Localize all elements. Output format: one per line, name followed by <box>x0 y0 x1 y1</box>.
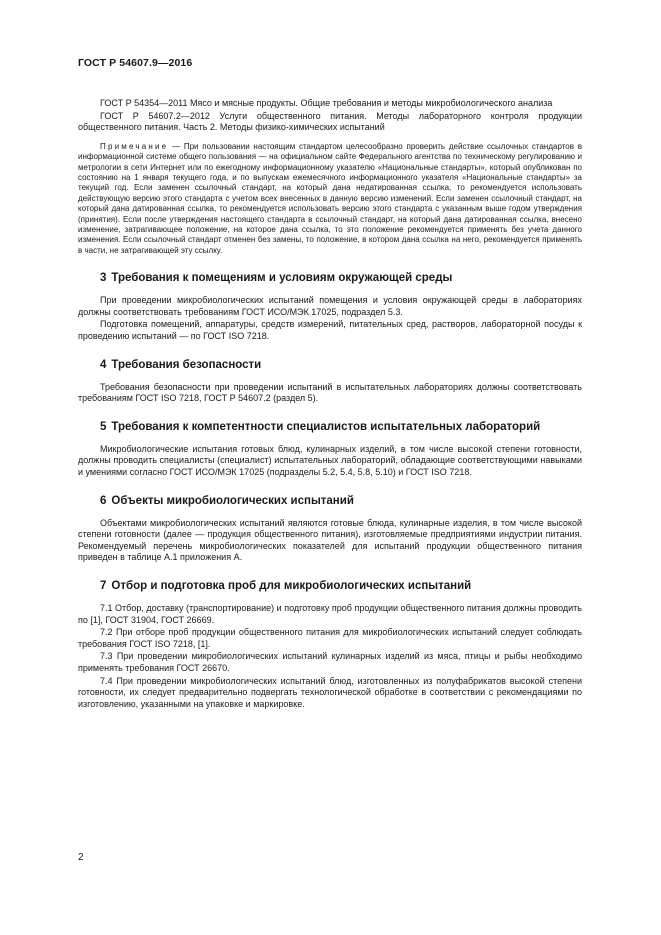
paragraph: Подготовка помещений, аппаратуры, средств измерений, питательных сред, растворов, лабораторной посуды к проведению испытаний — по ГОСТ ISO 7218. <box>78 319 582 342</box>
section-title: Объекты микробиологических испытаний <box>111 494 354 507</box>
document-body <box>78 98 582 710</box>
section-heading <box>78 494 582 508</box>
document-header: ГОСТ Р 54607.9—2016 <box>78 57 193 69</box>
paragraph: 7.4 При проведении микробиологических испытаний блюд, изготовленных из полуфабрикатов высокой степени готовности, их следует предварительно подвергать технологической обработке в соответствии с рекомендациями по изготовлению, указанными на упаковке и маркировке. <box>78 675 582 709</box>
note-label: Примечание <box>100 141 169 151</box>
section-title: Требования к компетентности специалистов испытательных лабораторий <box>111 420 541 433</box>
section-title: Отбор и подготовка проб для микробиологических испытаний <box>111 579 472 592</box>
section-5 <box>78 420 582 479</box>
paragraph: Требования безопасности при проведении испытаний в испытательных лабораториях должны соответствовать требованиям ГОСТ ISO 7218, ГОСТ Р 54607.2 (раздел 5). <box>78 381 582 404</box>
paragraph: 7.2 При отборе проб продукции общественного питания для микробиологических испытаний следует соблюдать требования ГОСТ ISO 7218, [1]. <box>78 627 582 649</box>
section-title: Требования безопасности <box>111 358 262 371</box>
reference-item: ГОСТ Р 54607.2—2012 Услуги общественного питания. Методы лабораторного контроля продукции общественного питания. Часть 2. Методы физико-химических испытаний <box>78 110 582 133</box>
section-heading <box>78 358 582 372</box>
section-4 <box>78 358 582 405</box>
note-text: — При пользовании настоящим стандартом целесообразно проверить действие ссылочных стандартов в информационной системе общего пользования — на официальном сайте Федерального агентства по техническому регулированию и метрологии в сети Интернет или по ежегодному информационному указателю «Национальные стандарты», который опубликован по состоянию на 1 января текущего года, и по выпускам ежемесячного информационного указателя «Национальные стандарты» за текущий год. Если заменен ссылочный стандарт, на который дана недатированная ссылка, то рекомендуется использовать действующую версию этого стандарта с учетом всех внесенных в данную версию изменений. Если заменен ссылочный стандарт, на который дана датированная ссылка, то рекомендуется использовать версию этого стандарта с указанным выше годом утверждения (принятия). Если после утверждения настоящего стандарта в ссылочный стандарт, на который дана датированная ссылка, внесено изменение, затрагивающее положение, на которое дана ссылка, то это положение рекомендуется применять без учета данного изменения. Если ссылочный стандарт отменен без замены, то положение, в котором дана ссылка на него, рекомендуется применять в части, не затрагивающей эту ссылку. <box>78 141 582 255</box>
section-heading <box>78 579 582 593</box>
paragraph: Объектами микробиологических испытаний являются готовые блюда, кулинарные изделия, в том числе высокой степени готовности (далее — продукция общественного питания), изготовляемые предприятиями индустрии питания. Рекомендуемый перечень микробиологических показателей для испытаний продукции общественного питания приведен в таблице А.1 приложения А. <box>78 517 582 563</box>
paragraph: 7.1 Отбор, доставку (транспортирование) и подготовку проб продукции общественного питания должны проводить по [1], ГОСТ 31904, ГОСТ 26669. <box>78 602 582 625</box>
paragraph: При проведении микробиологических испытаний помещения и условия окружающей среды в лабораториях должны соответствовать требованиям ГОСТ ИСО/МЭК 17025, подраздел 5.3. <box>78 295 582 317</box>
section-3 <box>78 271 582 342</box>
note-block <box>78 142 582 256</box>
section-title: Требования к помещениям и условиям окружающей среды <box>111 272 453 285</box>
section-number: 3 <box>100 272 107 285</box>
paragraph: Микробиологические испытания готовых блюд, кулинарных изделий, в том числе высокой степени готовности, должны проводить специалисты (специалист) испытательных лабораторий, обладающие соответствующими навыками и умениями согласно ГОСТ ИСО/МЭК 17025 (подразделы 5.2, 5.4, 5.8, 5.10) и ГОСТ ISO 7218. <box>78 443 582 477</box>
section-number: 5 <box>100 420 107 433</box>
section-heading <box>78 420 582 434</box>
section-7 <box>78 579 582 710</box>
paragraph: 7.3 При проведении микробиологических испытаний кулинарных изделий из мяса, птицы и рыбы необходимо применять требования ГОСТ 26670. <box>78 651 582 673</box>
reference-item: ГОСТ Р 54354—2011 Мясо и мясные продукты. Общие требования и методы микробиологического анализа <box>100 98 553 108</box>
section-number: 6 <box>100 494 107 507</box>
section-number: 4 <box>100 358 107 371</box>
section-number: 7 <box>100 579 107 592</box>
section-6 <box>78 494 582 564</box>
page-number: 2 <box>78 852 84 863</box>
section-heading <box>78 271 582 285</box>
